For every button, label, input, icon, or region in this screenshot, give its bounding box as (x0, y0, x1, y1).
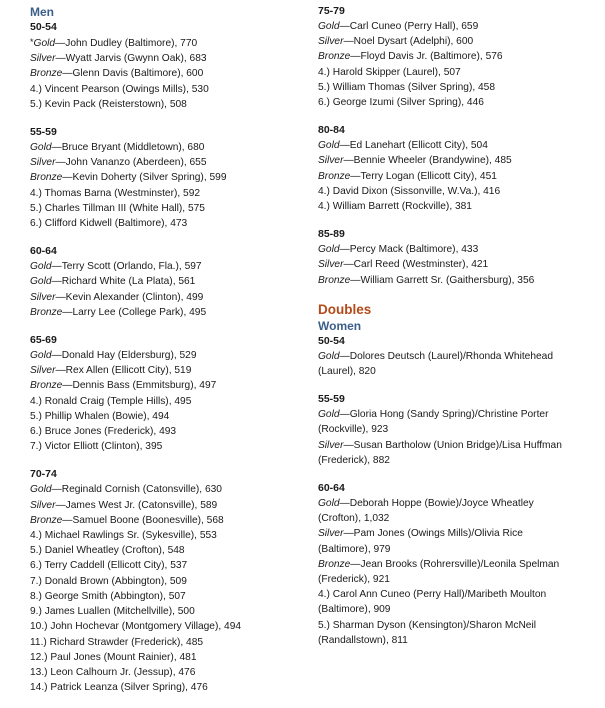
result-text: —Dennis Bass (Emmitsburg), 497 (62, 380, 217, 392)
result-text: (Frederick), 921 (318, 574, 390, 586)
result-row (30, 35, 295, 51)
result-text: —Bennie Wheeler (Brandywine), 485 (343, 155, 512, 167)
medal-label: Gold (30, 261, 52, 273)
result-line (318, 496, 598, 511)
result-row (30, 201, 295, 216)
result-row (30, 216, 295, 231)
women-section-title: Women (318, 318, 362, 333)
result-text: 14.) Patrick Leanza (Silver Spring), 476 (30, 682, 208, 694)
result-text: (Randallstown), 811 (318, 634, 408, 646)
result-row (30, 543, 295, 558)
medal-label: Silver (318, 259, 344, 271)
result-row (318, 169, 598, 184)
result-row (318, 199, 598, 214)
medal-label: Gold (30, 276, 52, 288)
medal-label: Bronze (318, 558, 351, 570)
result-row (30, 305, 295, 320)
result-text: 4.) Thomas Barna (Westminster), 592 (30, 187, 201, 199)
age-group-label: 55-59 (30, 126, 57, 139)
result-text: 8.) George Smith (Abbington), 507 (30, 590, 186, 602)
result-line (318, 542, 598, 557)
result-row (30, 589, 295, 604)
result-text: —Jean Brooks (Rohrersville)/Leonila Spelman (350, 558, 560, 570)
result-row (30, 348, 295, 363)
record-marker: * (30, 37, 34, 47)
result-row (30, 424, 295, 439)
age-group-label: 55-59 (318, 393, 345, 406)
medal-label: Gold (30, 350, 52, 362)
result-row (30, 619, 295, 634)
result-text: (Baltimore), 909 (318, 604, 391, 616)
result-line (318, 618, 598, 633)
result-row (30, 665, 295, 680)
medal-label: Gold (318, 350, 340, 362)
result-text: —James West Jr. (Catonsville), 589 (55, 499, 218, 511)
result-line (318, 453, 598, 468)
result-text: —Ed Lanehart (Ellicott City), 504 (339, 140, 488, 152)
result-row (30, 604, 295, 619)
result-text: —Kevin Doherty (Silver Spring), 599 (62, 172, 227, 184)
result-text: —Floyd Davis Jr. (Baltimore), 576 (350, 51, 503, 63)
result-text: —Reginald Cornish (Catonsville), 630 (51, 484, 222, 496)
result-row (318, 257, 598, 272)
result-line (318, 349, 598, 364)
result-text: —William Garrett Sr. (Gaithersburg), 356 (350, 274, 535, 286)
result-line (318, 633, 598, 648)
medal-label: Bronze (318, 51, 351, 63)
result-text: 4.) William Barrett (Rockville), 381 (318, 201, 472, 213)
result-row (30, 290, 295, 305)
medal-label: Gold (318, 140, 340, 152)
result-row (30, 439, 295, 454)
result-text: —Richard White (La Plata), 561 (51, 276, 196, 288)
age-group-label: 60-64 (30, 245, 57, 258)
result-line (318, 407, 598, 422)
age-group (30, 125, 295, 231)
medal-label: Bronze (30, 380, 63, 392)
result-text: —Terry Scott (Orlando, Fla.), 597 (51, 261, 202, 273)
result-text: 6.) Terry Caddell (Ellicott City), 537 (30, 560, 188, 572)
result-line (318, 602, 598, 617)
result-row (318, 95, 598, 110)
result-text: 6.) Bruce Jones (Frederick), 493 (30, 426, 177, 438)
age-group-label: 50-54 (30, 21, 57, 33)
medal-label: Gold (318, 409, 340, 421)
result-line (318, 572, 598, 587)
medal-label: Bronze (30, 306, 63, 318)
result-text: —Gloria Hong (Sandy Spring)/Christine Porter (339, 409, 549, 421)
result-row (318, 34, 598, 49)
medal-label: Silver (30, 53, 56, 65)
medal-label: Bronze (30, 68, 63, 80)
age-group (318, 227, 598, 288)
result-text: —Glenn Davis (Baltimore), 600 (62, 68, 204, 80)
result-text: —Bruce Bryant (Middletown), 680 (51, 142, 205, 154)
result-text: —Carl Cuneo (Perry Hall), 659 (339, 21, 479, 32)
medal-label: Bronze (30, 514, 63, 526)
medal-label: Silver (318, 528, 344, 540)
result-text: —Carl Reed (Westminster), 421 (343, 259, 489, 271)
result-text: (Crofton), 1,032 (318, 513, 390, 525)
result-row (30, 170, 295, 185)
result-text: 5.) Kevin Pack (Reisterstown), 508 (30, 98, 187, 110)
right-column (318, 4, 598, 661)
age-group (30, 20, 295, 112)
result-row (318, 242, 598, 257)
medal-label: Bronze (30, 172, 63, 184)
result-row (318, 184, 598, 199)
result-text: —Larry Lee (College Park), 495 (62, 306, 207, 318)
result-row (30, 259, 295, 274)
result-text: —Dolores Deutsch (Laurel)/Rhonda Whitehead (339, 350, 554, 362)
medal-label: Gold (30, 142, 52, 154)
result-text: 4.) Carol Ann Cuneo (Perry Hall)/Maribeth Moulton (318, 589, 547, 601)
result-row (318, 49, 598, 64)
medal-label: Gold (33, 38, 56, 49)
result-row (30, 528, 295, 543)
result-text: 10.) John Hochevar (Montgomery Village), 494 (30, 621, 242, 633)
medal-label: Silver (318, 36, 344, 48)
result-text: —Deborah Hoppe (Bowie)/Joyce Wheatley (339, 498, 534, 510)
result-text: 6.) Clifford Kidwell (Baltimore), 473 (30, 218, 188, 230)
age-group (30, 467, 295, 695)
result-line (318, 557, 598, 572)
result-text: 5.) Charles Tillman III (White Hall), 575 (30, 202, 205, 214)
result-text: 4.) David Dixon (Sissonville, W.Va.), 416 (318, 185, 501, 197)
result-text: 6.) George Izumi (Silver Spring), 446 (318, 97, 484, 109)
result-line (318, 422, 598, 437)
result-row (30, 482, 295, 497)
result-text: (Baltimore), 979 (318, 543, 391, 555)
result-text: 9.) James Luallen (Mitchellville), 500 (30, 606, 195, 618)
medal-label: Gold (318, 498, 340, 510)
age-group (318, 334, 598, 379)
result-row (30, 409, 295, 424)
doubles-results (318, 334, 598, 648)
result-row (30, 513, 295, 528)
result-row (30, 558, 295, 573)
doubles-section-title: Doubles (318, 301, 372, 317)
medal-label: Silver (30, 499, 56, 511)
age-group-label: 70-74 (30, 468, 57, 481)
result-row (30, 498, 295, 513)
age-group-label: 75-79 (318, 5, 345, 17)
medal-label: Silver (318, 439, 344, 451)
result-row (30, 82, 295, 97)
result-row (30, 186, 295, 201)
result-text: —Percy Mack (Baltimore), 433 (339, 244, 479, 256)
result-text: 11.) Richard Strawder (Frederick), 485 (30, 636, 204, 648)
age-group-label: 60-64 (318, 482, 345, 495)
result-text: 12.) Paul Jones (Mount Rainier), 481 (30, 651, 197, 663)
result-row (30, 66, 295, 81)
result-row (30, 140, 295, 155)
result-row (30, 363, 295, 378)
result-text: 4.) Ronald Craig (Temple Hills), 495 (30, 395, 192, 407)
medal-label: Silver (318, 155, 344, 167)
result-text: 4.) Harold Skipper (Laurel), 507 (318, 66, 461, 78)
result-row (30, 574, 295, 589)
result-text: —Terry Logan (Ellicott City), 451 (350, 170, 497, 182)
result-row (318, 138, 598, 153)
result-text: —Wyatt Jarvis (Gwynn Oak), 683 (55, 53, 207, 65)
result-text: 13.) Leon Calhourn Jr. (Jessup), 476 (30, 666, 196, 678)
result-text: 5.) Sharman Dyson (Kensington)/Sharon McNeil (318, 619, 536, 631)
age-group (30, 333, 295, 454)
result-row (318, 65, 598, 80)
result-row (318, 80, 598, 95)
men-results-right (318, 4, 598, 288)
result-row (318, 153, 598, 168)
result-text: (Laurel), 820 (318, 366, 376, 378)
result-row (30, 274, 295, 289)
result-text: 7.) Victor Elliott (Clinton), 395 (30, 441, 163, 453)
result-row (318, 273, 598, 288)
result-text: 5.) William Thomas (Silver Spring), 458 (318, 81, 496, 93)
result-row (30, 680, 295, 695)
age-group-label: 80-84 (318, 124, 345, 137)
age-group (318, 481, 598, 648)
result-text: 5.) Phillip Whalen (Bowie), 494 (30, 410, 170, 422)
medal-label: Silver (30, 365, 56, 377)
age-group-label: 50-54 (318, 334, 345, 347)
result-row (30, 394, 295, 409)
men-results-left (30, 20, 295, 695)
result-text: 4.) Vincent Pearson (Owings Mills), 530 (30, 83, 209, 95)
result-text: —John Dudley (Baltimore), 770 (55, 38, 198, 49)
result-line (318, 438, 598, 453)
age-group (318, 123, 598, 214)
result-text: 7.) Donald Brown (Abbington), 509 (30, 575, 187, 587)
result-text: (Frederick), 882 (318, 454, 390, 466)
left-column (30, 4, 295, 708)
result-line (318, 526, 598, 541)
result-text: —Rex Allen (Ellicott City), 519 (55, 365, 192, 377)
result-row (318, 19, 598, 34)
result-text: 5.) Daniel Wheatley (Crofton), 548 (30, 545, 185, 557)
result-row (30, 155, 295, 170)
result-line (318, 511, 598, 526)
medal-label: Gold (30, 484, 52, 496)
result-row (30, 378, 295, 393)
age-group (318, 392, 598, 468)
result-line (318, 364, 598, 379)
medal-label: Bronze (318, 170, 351, 182)
result-row (30, 650, 295, 665)
medal-label: Gold (318, 244, 340, 256)
medal-label: Silver (30, 157, 56, 169)
result-text: —Donald Hay (Eldersburg), 529 (51, 350, 197, 362)
men-section-title: Men (30, 5, 54, 19)
result-row (30, 635, 295, 650)
result-text: —Samuel Boone (Boonesville), 568 (62, 514, 224, 526)
medal-label: Bronze (318, 274, 351, 286)
medal-label: Gold (318, 21, 340, 32)
age-group (318, 4, 598, 110)
result-text: (Rockville), 923 (318, 424, 389, 436)
result-text: —John Vananzo (Aberdeen), 655 (55, 157, 207, 169)
result-text: 4.) Michael Rawlings Sr. (Sykesville), 553 (30, 530, 217, 542)
result-text: —Noel Dysart (Adelphi), 600 (343, 36, 474, 48)
age-group-label: 65-69 (30, 334, 57, 347)
result-row (30, 51, 295, 66)
result-row (30, 97, 295, 112)
age-group-label: 85-89 (318, 228, 345, 241)
medal-label: Silver (30, 291, 56, 303)
result-text: —Susan Bartholow (Union Bridge)/Lisa Huffman (343, 439, 562, 451)
result-text: —Kevin Alexander (Clinton), 499 (55, 291, 204, 303)
age-group (30, 244, 295, 320)
result-text: —Pam Jones (Owings Mills)/Olivia Rice (343, 528, 523, 540)
result-line (318, 587, 598, 602)
